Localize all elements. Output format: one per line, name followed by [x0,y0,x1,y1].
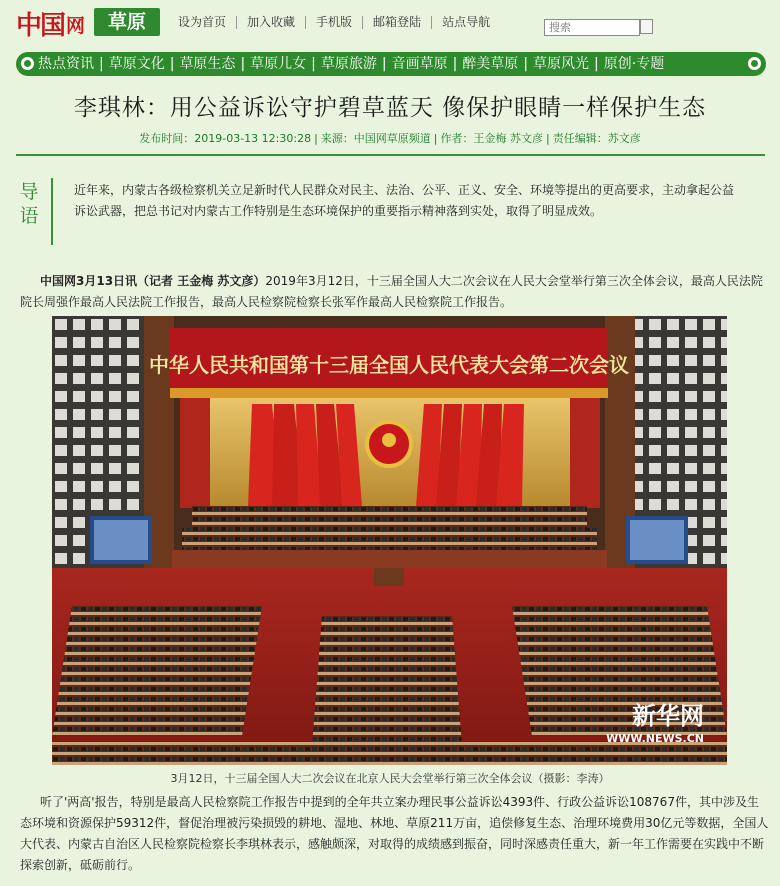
nav-separator: | [240,56,246,72]
nav-separator: | [311,56,316,72]
meta-author-label: 作者： [440,132,474,145]
photo-banner-text: 中华人民共和国第十三届全国人民代表大会第二次会议 [149,353,629,377]
toplink-mail-login[interactable]: 邮箱登陆 [363,16,432,29]
nav-separator: | [594,56,599,72]
toplink-site-nav[interactable]: 站点导航 [442,15,491,29]
nav-item-beauty[interactable]: 醉美草原 [462,56,519,72]
toplink-mobile[interactable]: 手机版 [306,16,363,29]
nav-item-scenery[interactable]: 草原风光 [533,56,590,72]
lead-text: 近年来，内蒙古各级检察机关立足新时代人民群众对民主、法治、公平、正义、安全、环境等提出的更高要求，主动拿起公益诉讼武器，把总书记对内蒙古工作特别是生态环境保护的重要指示精神落到实处，取得了明显成效。 [74,183,735,218]
nav-item-audio-visual[interactable]: 音画草原 [391,56,448,72]
logo-net-text: 网 [66,15,86,37]
article-title: 李琪林：用公益诉讼守护碧草蓝天 像保护眼睛一样保护生态 [73,95,707,121]
photo-caption: 3月12日，十三届全国人大二次会议在北京人民大会堂举行第三次全体会议（摄影：李涛） [170,772,610,785]
nav-item-travel[interactable]: 草原旅游 [320,56,377,72]
photo-watermark-url: WWW.NEWS.CN [606,732,704,745]
nav-item-people[interactable]: 草原儿女 [250,56,307,72]
lead-divider [51,178,53,245]
nav-separator: | [523,56,529,72]
logo-channel-badge: 草原 [94,8,160,36]
nav-item-original-topics[interactable]: 原创·专题 [603,56,665,72]
dateline: 中国网3月13日讯（记者 王金梅 苏文彦） [40,274,266,288]
nav-separator: | [169,56,175,72]
top-links [168,16,500,29]
nav-separator: | [452,56,458,72]
main-nav [16,52,766,76]
toplink-add-favorite[interactable]: 加入收藏 [237,16,306,29]
top-bar [0,0,780,46]
meta-source-label: 来源： [320,132,354,145]
paragraph-1-text: 2019年3月12日，十三届全国人大二次会议在人民大会堂举行第三次全体会议，最高人民法院院长周强作最高人民法院工作报告，最高人民检察院检察长张军作最高人民检察院工作报告。 [20,274,763,309]
nav-item-culture[interactable]: 草原文化 [108,56,165,72]
meta-editor-label: 责任编辑： [552,132,608,145]
meta-author: 王金梅 苏文彦 [473,132,544,145]
search-button[interactable] [640,19,653,34]
body-paragraph-1 [20,271,765,313]
photo-illustration [52,316,727,765]
photo-watermark: 新华网 [632,702,704,730]
nav-item-hot-news[interactable]: 热点资讯 [38,56,94,72]
lead-label: 导语 [19,181,39,227]
title-divider [16,154,765,156]
meta-publish-time: 2019-03-13 12:30:28 [194,132,312,145]
nav-separator: | [381,56,387,72]
site-logo[interactable] [16,5,166,39]
meta-editor: 苏文彦 [607,132,641,145]
meta-separator: | [314,132,318,145]
nav-separator: | [99,56,104,72]
meta-separator: | [433,132,438,145]
meta-publish-label: 发布时间： [139,132,195,145]
search-input[interactable] [544,19,640,36]
article-meta [0,130,780,146]
nav-item-ecology[interactable]: 草原生态 [179,56,236,72]
meta-source[interactable]: 中国网草原频道 [353,132,431,145]
nav-left-ornament [21,57,34,70]
body-paragraph-2: 听了'两高'报告，特别是最高人民检察院工作报告中提到的全年共立案办理民事公益诉讼4393件、行政公益诉讼108767件，其中涉及生态环境和资源保护59312件，督促治理被污染损毁的耕地、湿地、林地、草原211万亩，追偿修复生态、治理环境费用30亿元等数据，全国人大代表、内蒙古自治区人民检察院检察长李琪林表示，感触颇深，对取得的成绩感到振奋，同时深感责任重大，新一年工作需要在实践中不断探索创新，砥砺前行。 [20,795,769,872]
logo-china-text: 中国 [16,11,65,41]
article-photo [52,316,727,765]
meta-separator: | [546,132,550,145]
toplink-set-homepage[interactable]: 设为首页 [168,16,237,29]
nav-right-ornament [748,57,761,70]
